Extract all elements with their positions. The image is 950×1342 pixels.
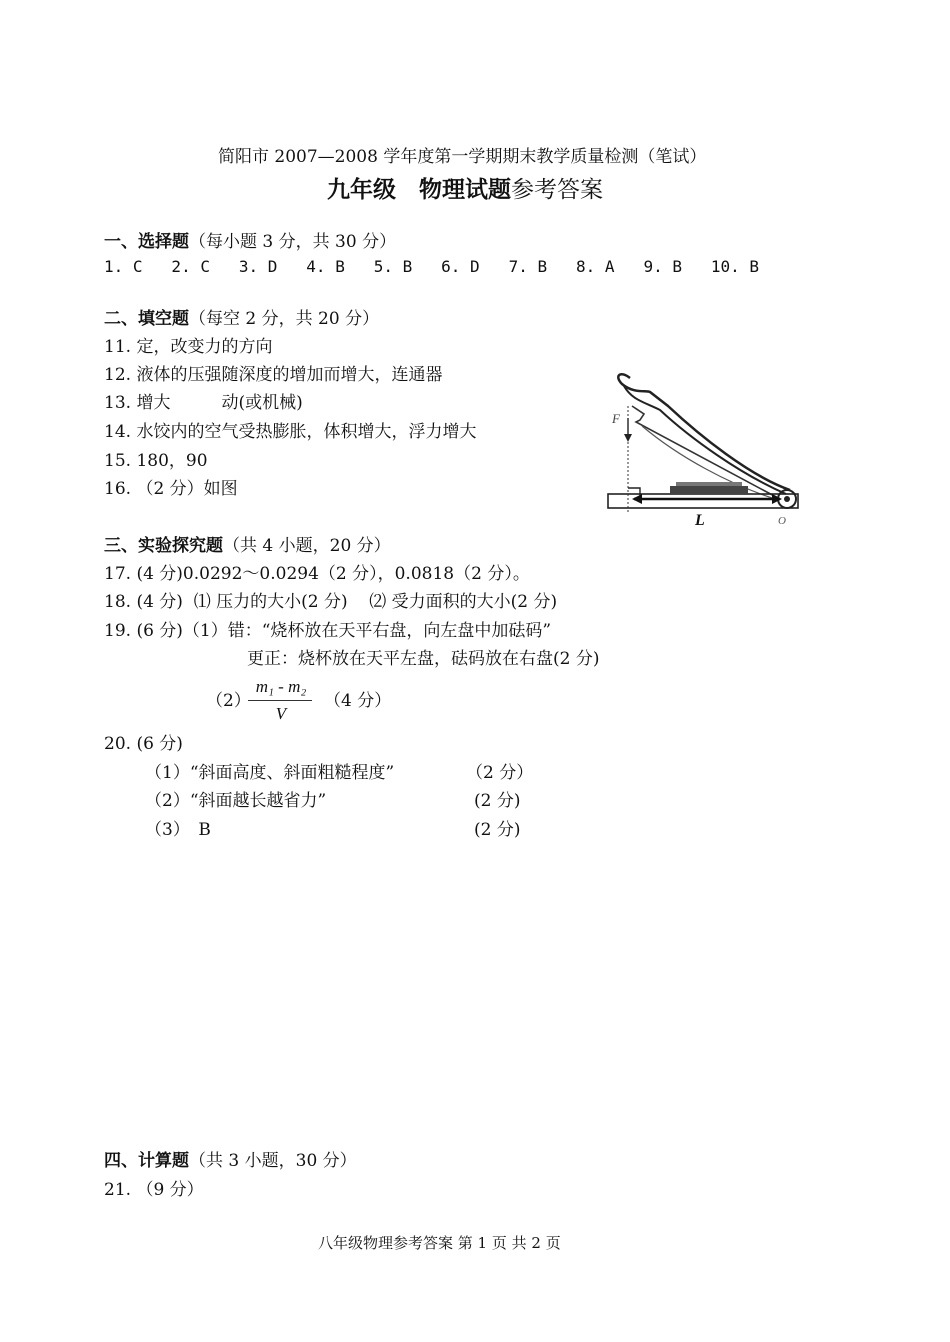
title-bold: 九年级 物理试题 xyxy=(327,176,511,202)
section3-heading: 三、实验探究题 xyxy=(104,536,223,555)
answer-19-b: 更正：烧杯放在天平左盘，砝码放在右盘(2 分) xyxy=(247,649,600,669)
page-title xyxy=(327,174,603,205)
fraction-bar xyxy=(248,700,312,701)
answer-15: 15. 180，90 xyxy=(104,451,208,471)
section4-heading: 四、计算题 xyxy=(104,1151,189,1170)
title-rest: 参考答案 xyxy=(511,177,603,203)
length-label: L xyxy=(695,512,705,529)
answer-19-a: 19. (6 分)（1）错：“烧杯放在天平右盘，向左盘中加砝码” xyxy=(104,621,552,641)
density-formula xyxy=(246,677,316,729)
answer-21: 21. （9 分） xyxy=(104,1180,204,1200)
section4-title xyxy=(104,1150,357,1172)
section2-heading: 二、填空题 xyxy=(104,309,189,328)
answer-19-c-suffix: （4 分） xyxy=(324,691,392,711)
answer-20-1-score: （2 分） xyxy=(466,763,534,783)
answer-20-2: （2）“斜面越长越省力” xyxy=(145,791,327,811)
answer-20-1: （1）“斜面高度、斜面粗糙程度” xyxy=(145,763,395,783)
section1-answers: 1. C 2. C 3. D 4. B 5. B 6. D 7. B 8. A 9. B 10. B xyxy=(104,257,760,276)
answer-14: 14. 水饺内的空气受热膨胀，体积增大，浮力增大 xyxy=(104,422,477,442)
page-footer: 八年级物理参考答案 第 1 页 共 2 页 xyxy=(318,1234,561,1252)
section1-note: （每小题 3 分，共 30 分） xyxy=(189,232,397,252)
answer-16: 16. （2 分）如图 xyxy=(104,479,238,499)
answer-18: 18. (4 分) ⑴ 压力的大小(2 分) ⑵ 受力面积的大小(2 分) xyxy=(104,592,558,612)
section4-note: （共 3 小题，30 分） xyxy=(189,1151,357,1171)
section2-note: （每空 2 分，共 20 分） xyxy=(189,309,380,329)
answer-11: 11. 定，改变力的方向 xyxy=(104,337,273,357)
formula-denominator: V xyxy=(275,704,287,723)
formula-numerator: m₁ - m₂ xyxy=(255,677,307,696)
answer-19-c-prefix: （2） xyxy=(206,691,251,711)
answer-17: 17. (4 分)0.0292～0.0294（2 分），0.0818（2 分）。 xyxy=(104,564,530,584)
force-label: F xyxy=(612,411,620,426)
header-subtitle: 简阳市 2007—2008 学年度第一学期期末教学质量检测（笔试） xyxy=(218,147,707,167)
answer-20-2-score: (2 分) xyxy=(474,791,521,811)
section3-title xyxy=(104,535,391,557)
answer-20-3: （3） B xyxy=(145,820,211,840)
answer-13: 13. 增大 动(或机械) xyxy=(104,393,303,413)
answer-20: 20. (6 分) xyxy=(104,734,183,754)
answer-12: 12. 液体的压强随深度的增加而增大，连通器 xyxy=(104,365,443,385)
pivot-label: O xyxy=(778,515,786,527)
section3-note: （共 4 小题，20 分） xyxy=(223,536,391,556)
answer-20-3-score: (2 分) xyxy=(474,820,521,840)
lever-diagram xyxy=(600,366,815,531)
section1-title xyxy=(104,231,396,253)
section1-heading: 一、选择题 xyxy=(104,232,189,251)
section2-title xyxy=(104,308,379,330)
